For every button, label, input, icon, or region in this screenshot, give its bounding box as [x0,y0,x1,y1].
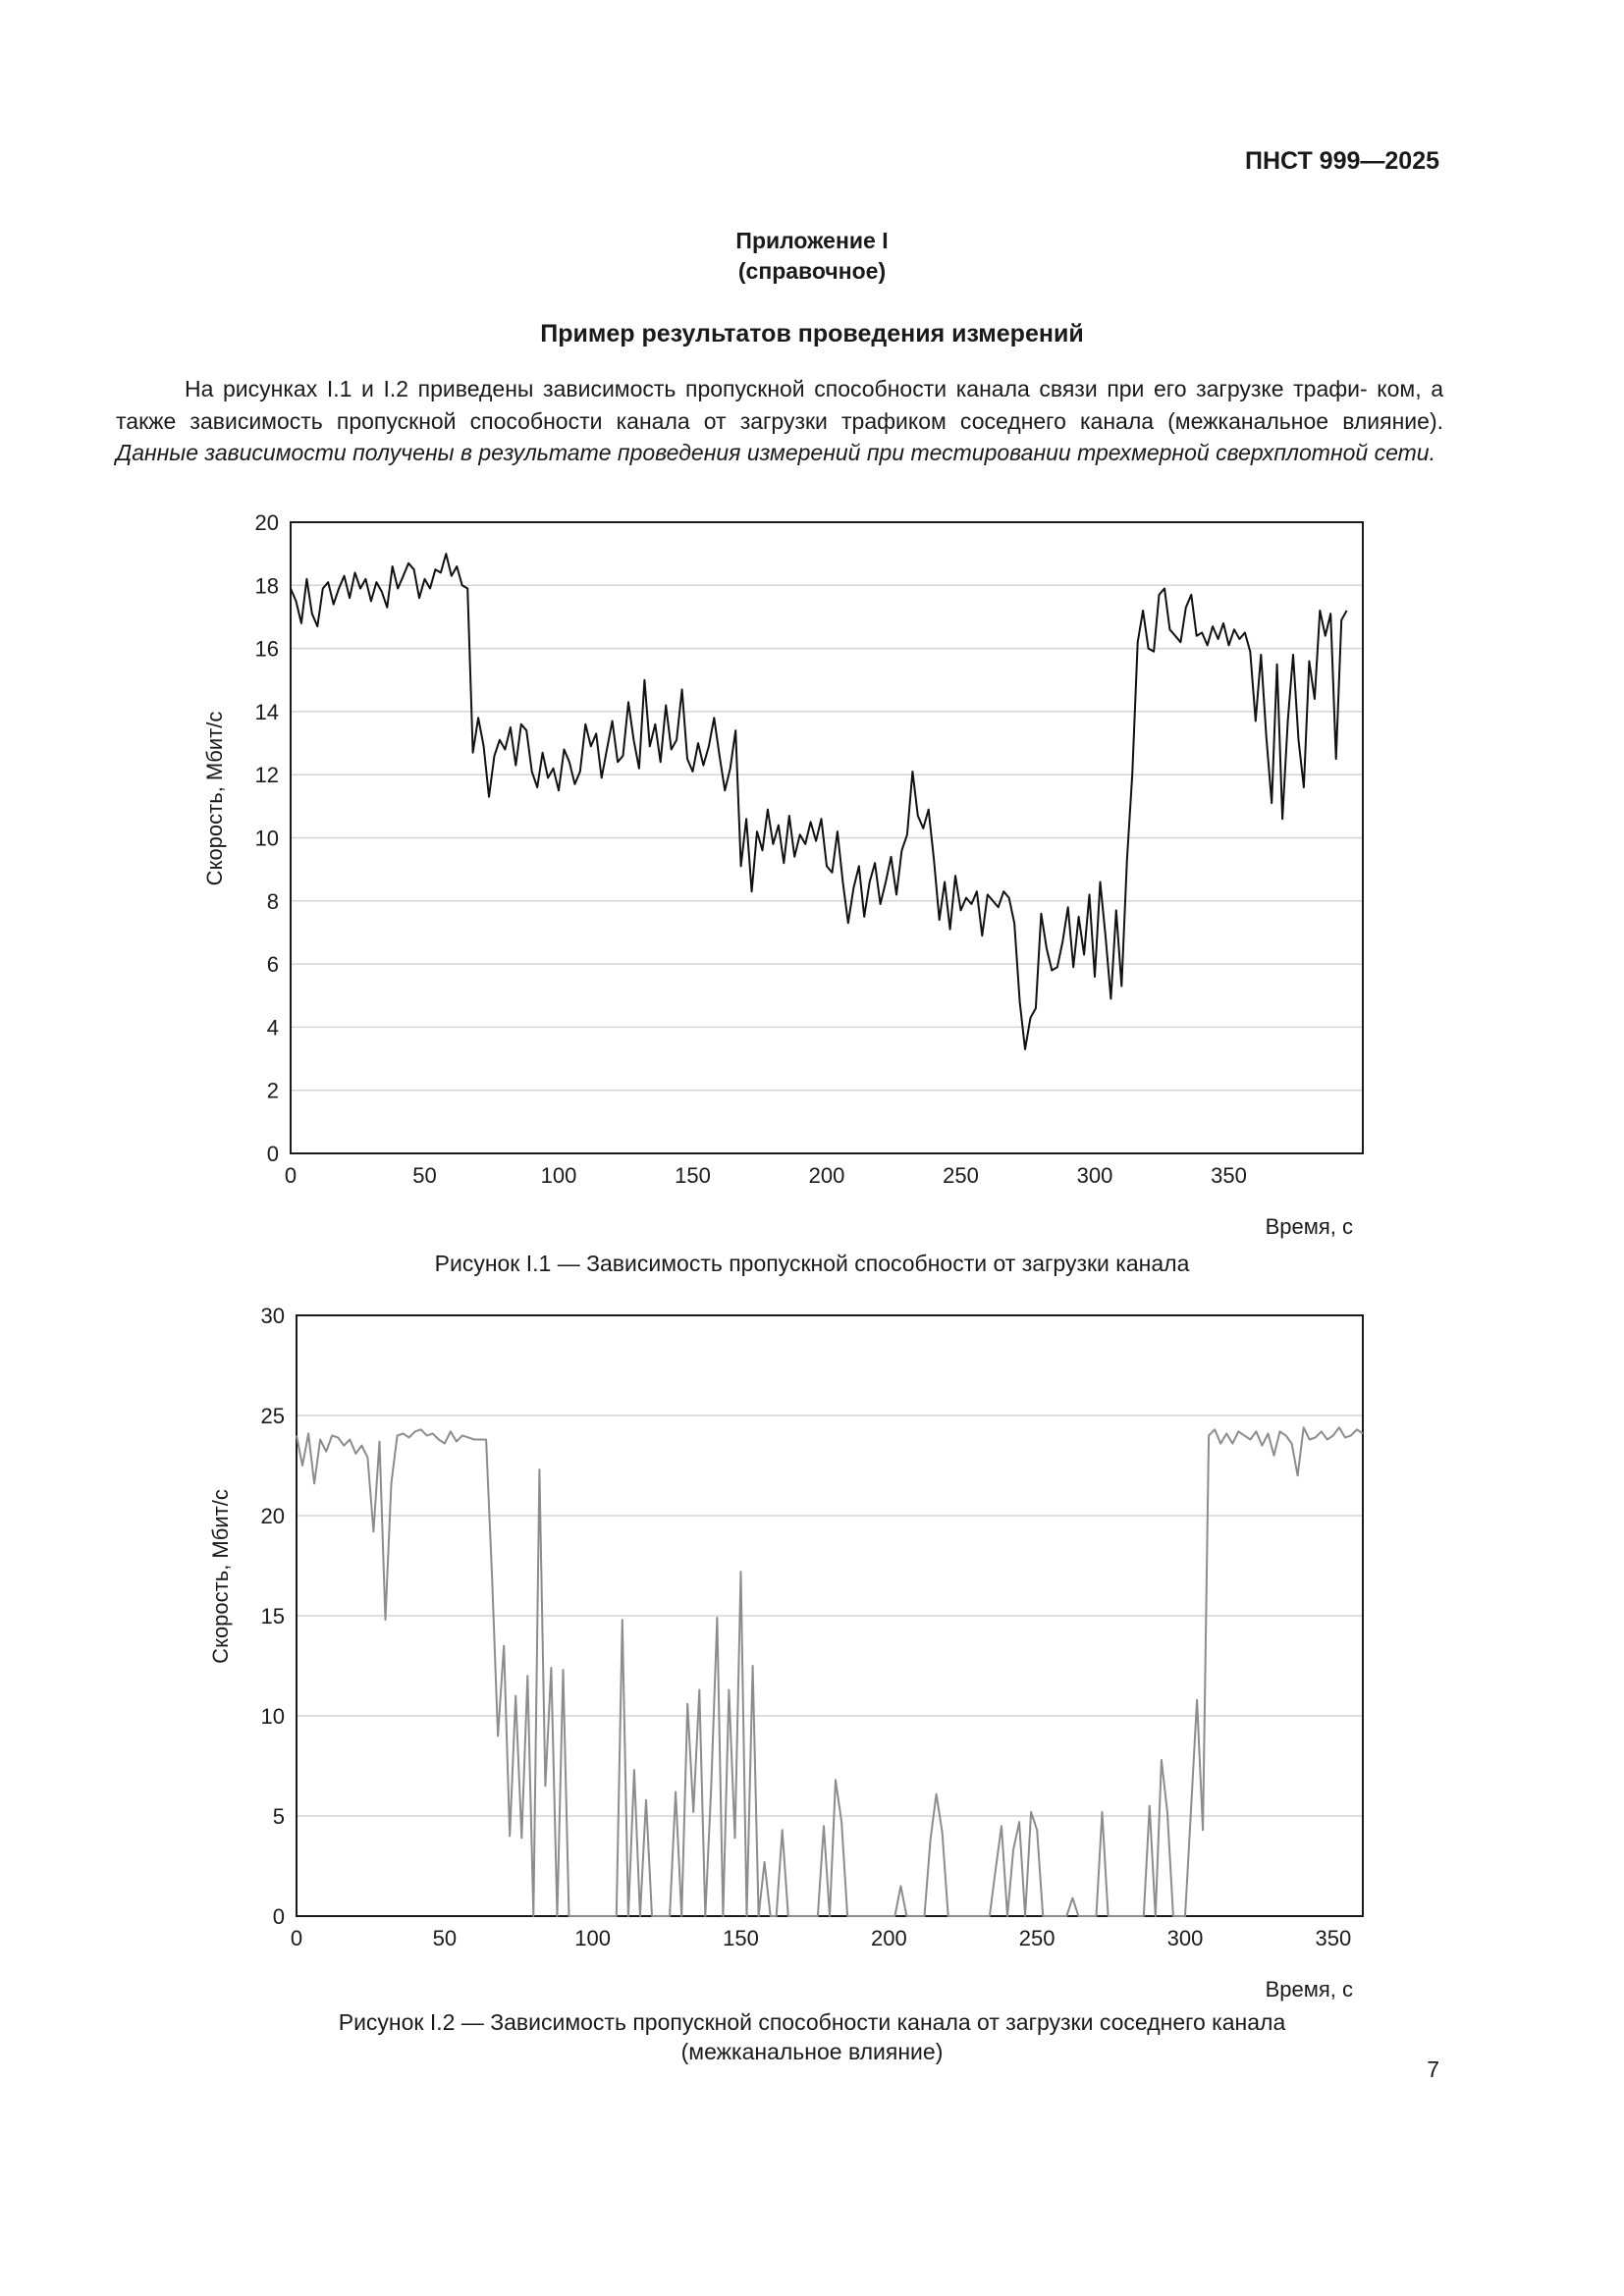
y-tick-label: 0 [266,1142,279,1166]
y-tick-label: 8 [266,888,279,914]
x-tick-label: 0 [284,1163,298,1188]
y-axis-label: Скорость, Мбит/с [202,711,227,886]
intro-line-3-italic: Данные зависимости получены в результате проведения измерений при тестировании трехмерной [116,440,1210,465]
figure-2-chart [0,1296,1624,2012]
y-tick-label: 18 [254,573,279,599]
intro-line-2: ком, а также зависимость пропускной способности канала от загрузки трафиком соседнего канала (межканальное [116,376,1444,434]
x-tick-label: 50 [412,1163,437,1188]
series-line [297,1427,1363,1916]
intro-line-4-italic: сверхплотной сети. [1216,440,1435,465]
x-tick-label: 150 [675,1163,711,1188]
x-tick-label: 0 [290,1926,303,1950]
annex-heading [0,226,1624,287]
y-tick-label: 2 [266,1078,279,1103]
y-tick-label: 4 [266,1015,279,1041]
annex-title: Приложение I [735,228,889,253]
x-tick-label: 200 [808,1163,845,1188]
x-tick-label: 250 [1018,1926,1056,1950]
y-tick-label: 6 [266,952,279,978]
intro-paragraph [116,373,1443,469]
x-tick-label: 350 [1211,1163,1247,1188]
x-tick-label: 300 [1076,1163,1113,1188]
intro-text [116,373,1443,469]
y-tick-label: 10 [260,1704,285,1729]
annex-subtitle: (справочное) [737,258,887,284]
y-tick-label: 15 [260,1604,285,1629]
x-axis-label: Время, с [1265,1977,1353,2002]
y-tick-label: 20 [260,1504,285,1528]
section-title: Пример результатов проведения измерений [540,320,1084,347]
y-tick-label: 30 [260,1304,285,1328]
y-tick-label: 5 [272,1804,285,1829]
y-tick-label: 25 [260,1404,285,1428]
figure-2-caption-line-2: (межканальное влияние) [680,2039,944,2064]
x-tick-label: 100 [540,1163,577,1188]
figure-2-caption [0,2007,1624,2066]
intro-line-1: На рисунках I.1 и I.2 приведены зависимость пропускной способности канала связи при его загрузке трафи- [185,376,1368,401]
y-axis-label: Скорость, Мбит/с [208,1489,233,1664]
intro-line-3-normal: влияние). [1342,407,1443,434]
series-line [291,554,1347,1049]
y-tick-label: 10 [254,826,279,851]
document-code: ПНСТ 999—2025 [1245,147,1439,175]
page-number: 7 [1427,2056,1439,2082]
x-tick-label: 150 [723,1926,759,1950]
x-tick-label: 350 [1315,1926,1352,1950]
x-axis-label: Время, с [1265,1214,1353,1239]
x-tick-label: 250 [943,1163,979,1188]
x-tick-label: 100 [574,1926,612,1950]
y-tick-label: 20 [254,510,279,535]
figure-1-caption: Рисунок I.1 — Зависимость пропускной способности от загрузки канала [434,1251,1190,1276]
y-tick-label: 14 [254,699,279,724]
figure-2-caption-line-1: Рисунок I.2 — Зависимость пропускной способности канала от загрузки соседнего канала [338,2009,1286,2035]
x-tick-label: 50 [432,1926,458,1950]
x-tick-label: 300 [1166,1926,1204,1950]
figure-1-chart [0,510,1624,1239]
y-tick-label: 16 [254,636,279,662]
y-tick-label: 0 [272,1904,285,1929]
x-tick-label: 200 [870,1926,907,1950]
y-tick-label: 12 [254,763,279,788]
